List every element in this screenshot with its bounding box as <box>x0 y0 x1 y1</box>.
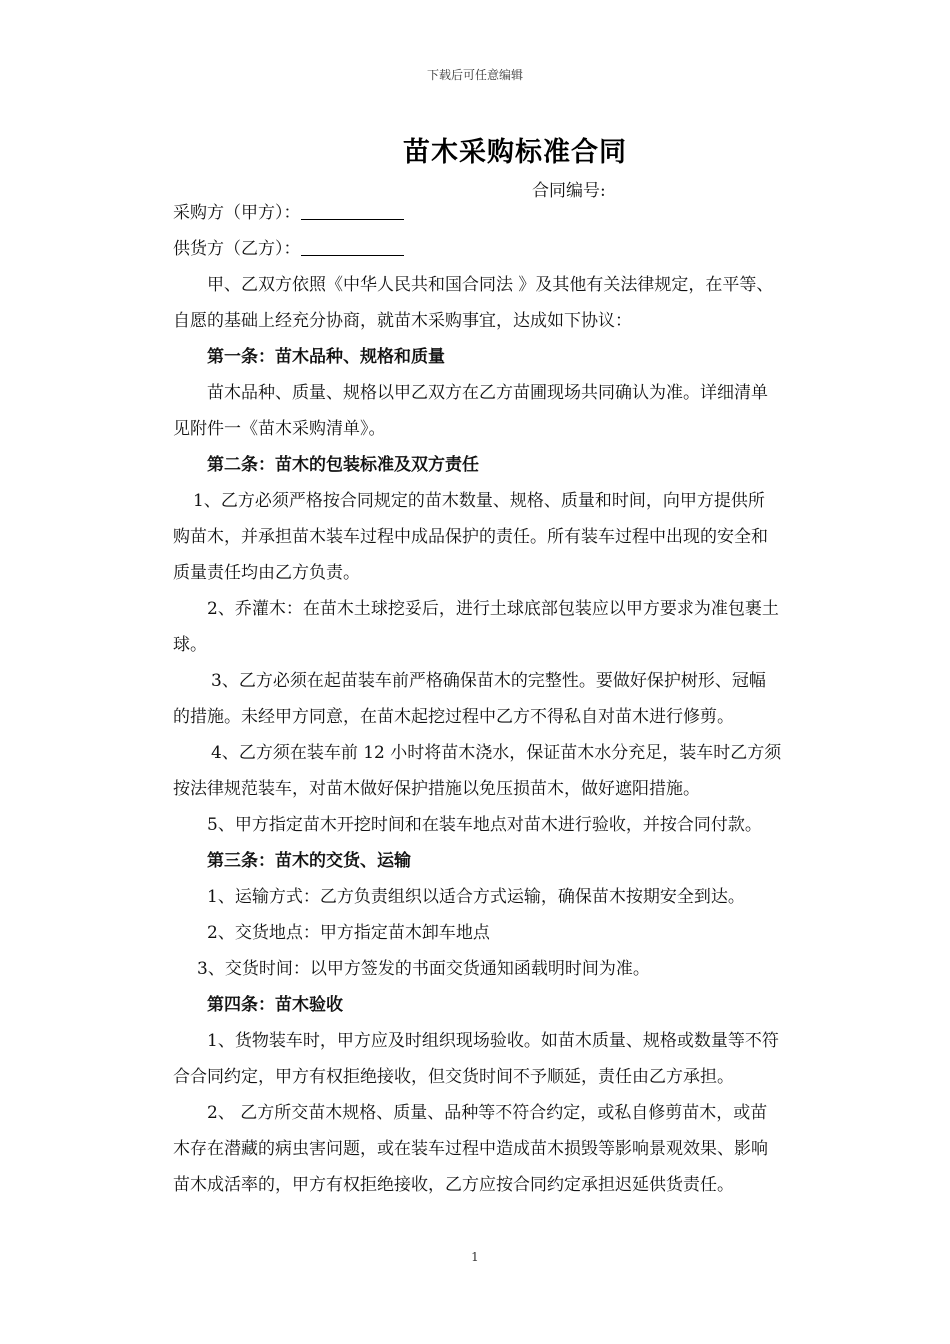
article-4-item-2-line-2: 木存在潜藏的病虫害问题，或在装车过程中造成苗木损毁等影响景观效果、影响 <box>173 1139 768 1159</box>
article-1-line-2: 见附件一《苗木采购清单》。 <box>173 419 386 439</box>
article-4-item-1-line-2: 合合同约定，甲方有权拒绝接收，但交货时间不予顺延，责任由乙方承担。 <box>173 1067 734 1087</box>
article-2-item-1-line-1: 1、乙方必须严格按合同规定的苗木数量、规格、质量和时间，向甲方提供所 <box>193 491 765 511</box>
buyer-line <box>173 195 853 231</box>
page-number: 1 <box>471 1250 479 1264</box>
article-2-item-2-line-1: 2、乔灌木：在苗木土球挖妥后，进行土球底部包装应以甲方要求为准包裹土 <box>207 599 779 619</box>
article-3-item-1: 1、运输方式：乙方负责组织以适合方式运输，确保苗木按期安全到达。 <box>207 887 745 907</box>
article-2-item-4-line-1: 4、乙方须在装车前 12 小时将苗木浇水，保证苗木水分充足，装车时乙方须 <box>211 743 782 763</box>
article-2-item-1-line-2: 购苗木，并承担苗木装车过程中成品保护的责任。所有装车过程中出现的安全和 <box>173 527 768 547</box>
header-note: 下载后可任意编辑 <box>426 68 523 82</box>
intro-line-2: 自愿的基础上经充分协商，就苗木采购事宜，达成如下协议： <box>173 311 632 331</box>
article-2-item-1-line-3: 质量责任均由乙方负责。 <box>173 563 360 583</box>
intro-line-1: 甲、乙双方依照《中华人民共和国合同法 》及其他有关法律规定，在平等、 <box>207 275 774 295</box>
buyer-label: 采购方（甲方）： <box>173 203 301 223</box>
article-2-item-5-line-1: 5、甲方指定苗木开挖时间和在装车地点对苗木进行验收，并按合同付款。 <box>207 815 762 835</box>
article-4-heading: 第四条：苗木验收 <box>207 995 343 1015</box>
article-2-item-3-line-2: 的措施。未经甲方同意，在苗木起挖过程中乙方不得私自对苗木进行修剪。 <box>173 707 734 727</box>
article-4-item-2-line-3: 苗木成活率的，甲方有权拒绝接收，乙方应按合同约定承担迟延供货责任。 <box>173 1175 734 1195</box>
article-1-line-1: 苗木品种、质量、规格以甲乙双方在乙方苗圃现场共同确认为准。详细清单 <box>207 383 768 403</box>
article-1-heading: 第一条：苗木品种、规格和质量 <box>207 347 445 367</box>
article-2-item-3-line-1: 3、乙方必须在起苗装车前严格确保苗木的完整性。要做好保护树形、冠幅 <box>211 671 766 691</box>
buyer-blank <box>301 201 404 220</box>
contract-number-label: 合同编号: <box>532 181 606 201</box>
supplier-line <box>173 231 853 267</box>
document-title: 苗木采购标准合同 <box>403 137 627 168</box>
article-2-item-4-line-2: 按法律规范装车，对苗木做好保护措施以免压损苗木，做好遮阳措施。 <box>173 779 700 799</box>
document-body <box>173 195 853 1203</box>
article-3-item-3: 3、交货时间：以甲方签发的书面交货通知函载明时间为准。 <box>197 959 650 979</box>
article-4-item-2-line-1: 2、 乙方所交苗木规格、质量、品种等不符合约定，或私自修剪苗木，或苗 <box>207 1103 768 1123</box>
article-2-item-2-line-2: 球。 <box>173 635 207 655</box>
article-4-item-1-line-1: 1、货物装车时，甲方应及时组织现场验收。如苗木质量、规格或数量等不符 <box>207 1031 779 1051</box>
article-3-item-2: 2、交货地点：甲方指定苗木卸车地点 <box>207 923 490 943</box>
supplier-blank <box>301 237 404 256</box>
supplier-label: 供货方（乙方）： <box>173 239 301 259</box>
article-3-heading: 第三条：苗木的交货、运输 <box>207 851 411 871</box>
article-2-heading: 第二条：苗木的包装标准及双方责任 <box>207 455 479 475</box>
